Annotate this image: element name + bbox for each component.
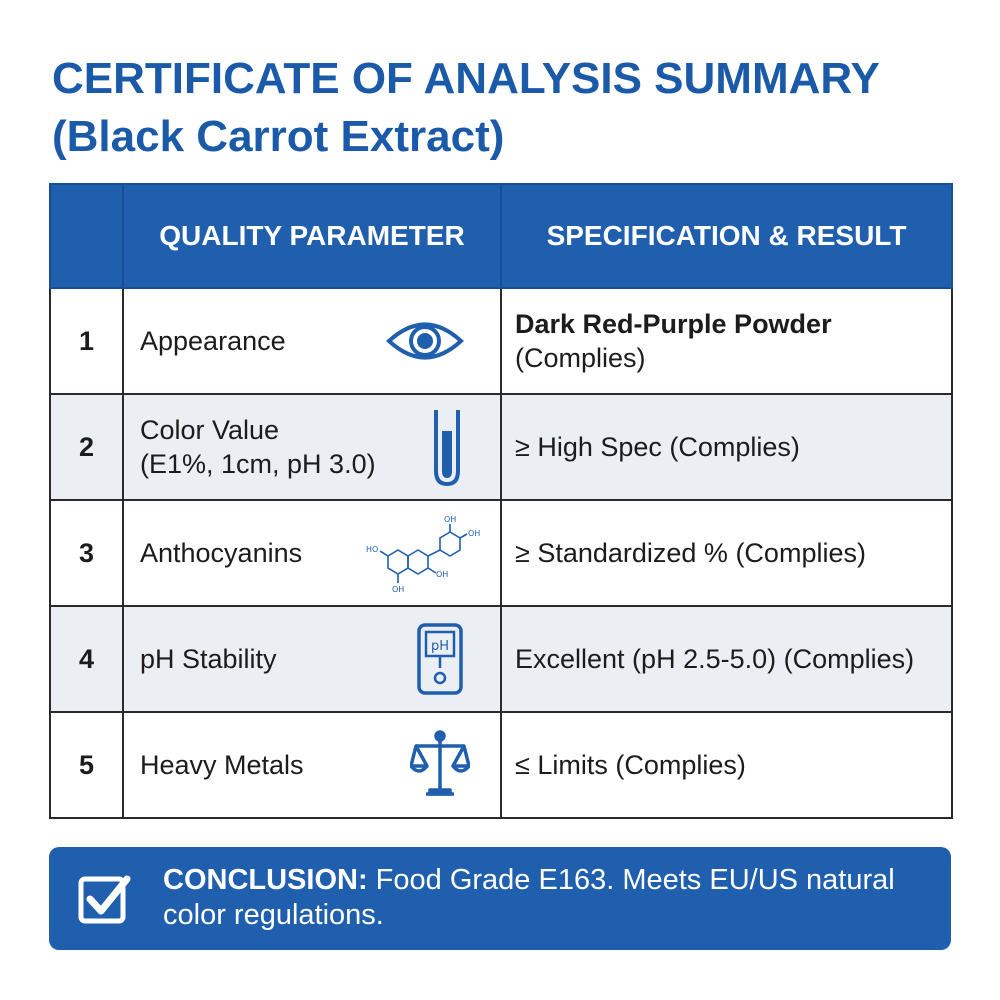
parameter-sublabel: (E1%, 1cm, pH 3.0) xyxy=(140,449,376,479)
molecule-label-oh: OH xyxy=(468,529,481,538)
result-cell xyxy=(501,394,952,500)
parameter-cell xyxy=(123,394,501,500)
parameter-cell xyxy=(123,288,501,394)
table-row xyxy=(50,500,952,606)
conclusion-label: CONCLUSION: xyxy=(163,864,368,896)
parameter-label: Color Value xyxy=(140,415,280,445)
result-text: ≥ High Spec (Complies) xyxy=(515,432,800,462)
title-line-1: CERTIFICATE OF ANALYSIS SUMMARY xyxy=(52,54,880,103)
molecule-label-oh: OH xyxy=(436,570,449,579)
row-number: 3 xyxy=(50,500,123,606)
conclusion-banner xyxy=(49,847,951,950)
balance-scale-icon xyxy=(410,728,470,802)
row-number: 1 xyxy=(50,288,123,394)
result-text: (Complies) xyxy=(515,343,646,373)
result-strong-text: Dark Red-Purple Powder xyxy=(515,309,832,339)
header-number xyxy=(50,184,123,288)
test-tube-icon xyxy=(430,407,464,487)
result-text: ≤ Limits (Complies) xyxy=(515,750,746,780)
parameter-label: Heavy Metals xyxy=(140,750,304,780)
result-text: Excellent (pH 2.5-5.0) (Complies) xyxy=(515,644,915,674)
molecule-label-oh: OH xyxy=(392,585,405,594)
result-cell xyxy=(501,712,952,818)
header-quality-parameter: QUALITY PARAMETER xyxy=(123,184,501,288)
table-row xyxy=(50,712,952,818)
molecule-icon xyxy=(366,512,490,594)
result-cell xyxy=(501,500,952,606)
table-header-row xyxy=(50,184,952,288)
result-cell xyxy=(501,288,952,394)
table-row xyxy=(50,394,952,500)
molecule-label-ho: HO xyxy=(366,545,379,554)
conclusion-text xyxy=(163,863,933,933)
table-row xyxy=(50,606,952,712)
parameter-cell xyxy=(123,712,501,818)
row-number: 2 xyxy=(50,394,123,500)
molecule-label-oh: OH xyxy=(444,515,457,524)
parameter-label: pH Stability xyxy=(140,644,277,674)
page-title xyxy=(52,50,880,166)
conclusion-body: Food Grade E163. Meets EU/US natural color regulations. xyxy=(163,864,895,931)
analysis-table xyxy=(49,183,953,819)
table-row xyxy=(50,288,952,394)
row-number: 5 xyxy=(50,712,123,818)
ph-meter-icon xyxy=(416,622,464,696)
parameter-label: Anthocyanins xyxy=(140,538,303,568)
result-cell xyxy=(501,606,952,712)
ph-meter-label: pH xyxy=(430,639,450,654)
checkbox-checked-icon xyxy=(77,871,131,925)
eye-icon xyxy=(386,318,464,364)
header-specification-result: SPECIFICATION & RESULT xyxy=(501,184,952,288)
title-line-2: (Black Carrot Extract) xyxy=(52,112,505,161)
result-text: ≥ Standardized % (Complies) xyxy=(515,538,866,568)
parameter-label: Appearance xyxy=(140,326,286,356)
parameter-cell xyxy=(123,606,501,712)
row-number: 4 xyxy=(50,606,123,712)
parameter-cell xyxy=(123,500,501,606)
